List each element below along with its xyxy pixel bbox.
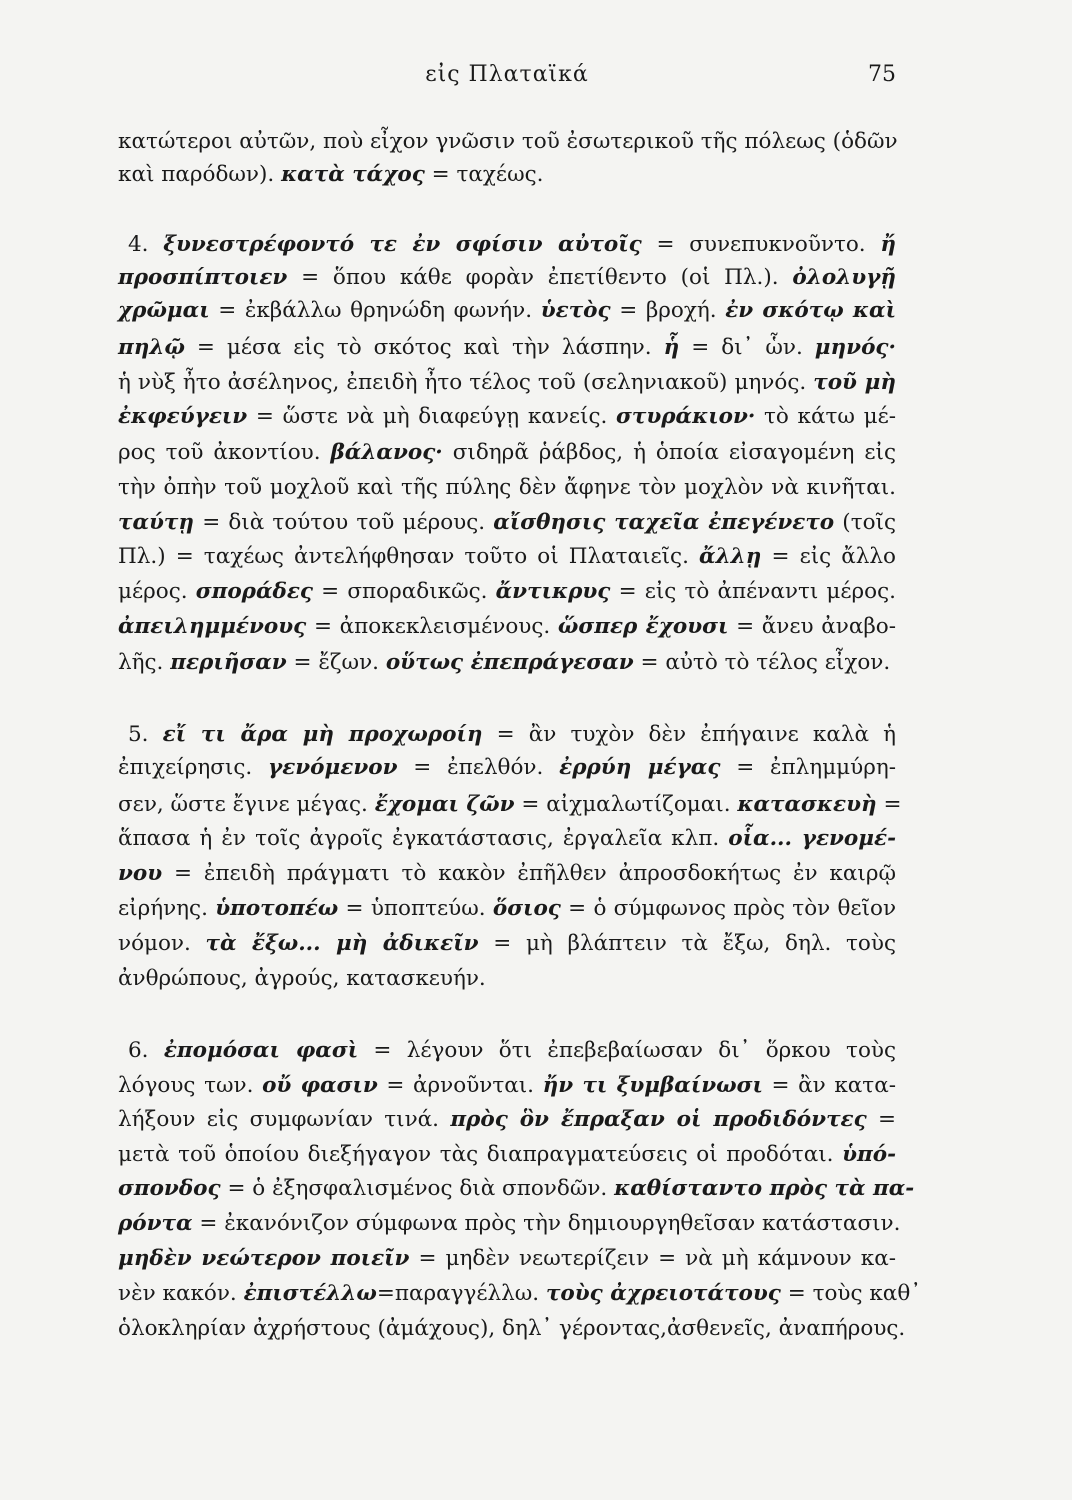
gloss-text: λῆς. — [118, 650, 171, 675]
lemma-term: ὅσιος — [492, 896, 561, 921]
text-line — [118, 127, 896, 157]
text-line — [118, 790, 902, 820]
gloss-text: =παραγγέλλω. — [376, 1281, 546, 1306]
gloss-text: 6. — [128, 1038, 164, 1063]
gloss-text: = ἐκανόνιζον σύμφωνα πρὸς τὴν δημιουργηθεῖσαν κατάστασιν. — [192, 1211, 901, 1236]
lemma-term: ὑπό- — [842, 1142, 896, 1167]
lemma-term: ἐκφεύγειν — [118, 404, 248, 429]
lemma-term: τοὺς ἀχρειοτάτους — [545, 1281, 781, 1306]
gloss-text: ὁλοκληρίαν ἀχρήστους (ἀμάχους), δηλ᾽ γέροντας,ἀσθενεῖς, ἀναπήρους. — [118, 1316, 906, 1341]
gloss-text: = λέγουν ὅτι ἐπεβεβαίωσαν δι᾽ ὅρκου τοὺς — [358, 1038, 897, 1063]
gloss-text: = ἐπλημμύρη- — [720, 755, 896, 780]
gloss-text: = ἀρνοῦνται. — [377, 1073, 543, 1098]
gloss-text: τὴν ὀπὴν τοῦ μοχλοῦ καὶ τῆς πύλης δὲν ἄφηνε τὸν μοχλὸν νὰ κινῆται. — [118, 475, 896, 500]
lemma-term: ὥσπερ ἔχουσι — [557, 614, 729, 639]
gloss-text: = αὐτὸ τὸ τέλος εἶχον. — [633, 650, 891, 675]
lemma-term: ταύτῃ — [118, 510, 195, 535]
gloss-text: = ταχέως. — [424, 162, 544, 187]
gloss-text: 5. — [128, 722, 163, 747]
gloss-text: = ἄνευ ἀναβο- — [728, 614, 897, 639]
gloss-text: ἅπασα ἡ ἐν τοῖς ἀγροῖς ἐγκατάστασις, ἐργαλεῖα κλπ. — [118, 826, 729, 851]
lemma-term: οἷα... γενομέ- — [728, 826, 896, 851]
lemma-term: περιῆσαν — [170, 650, 287, 675]
lemma-term: ἔχομαι ζῶν — [374, 792, 515, 817]
paragraph-4-line — [128, 230, 896, 260]
lemma-term: μηδὲν νεώτερον ποιεῖν — [118, 1246, 410, 1271]
lemma-term: ἄλλῃ — [699, 544, 762, 569]
lemma-term: εἴ τι ἄρα μὴ προχωροίη — [162, 722, 483, 747]
text-line — [118, 402, 896, 432]
lemma-term: ἐρρύη μέγας — [559, 755, 721, 780]
text-line — [118, 1105, 896, 1135]
lemma-term: ὑετὸς — [540, 298, 611, 323]
gloss-text: = ὁ σύμφωνος πρὸς τὸν θεῖον — [560, 896, 897, 921]
paragraph-5-line — [128, 720, 896, 750]
gloss-text: μέρος. — [118, 579, 196, 604]
lemma-term: κατὰ τάχος — [281, 162, 425, 187]
text-line — [118, 1071, 896, 1101]
gloss-text: = μὴ βλάπτειν τὰ ἔξω, δηλ. τοὺς — [478, 931, 896, 956]
text-line — [118, 333, 896, 363]
gloss-text: ἡ νὺξ ἦτο ἀσέληνος, ἐπειδὴ ἦτο τέλος τοῦ (σεληνιακοῦ) μηνός. — [118, 370, 814, 395]
text-line — [118, 577, 896, 607]
text-line — [118, 1209, 901, 1239]
text-line — [118, 263, 896, 293]
page-number: 75 — [868, 62, 896, 87]
text-line — [118, 473, 896, 503]
gloss-text: = διὰ τούτου τοῦ μέρους. — [194, 510, 494, 535]
lemma-term: καθίσταντο πρὸς τὰ πα- — [614, 1176, 915, 1201]
gloss-text: (τοῖς — [834, 510, 896, 535]
gloss-text: = ὁ ἐξησφαλισμένος διὰ σπονδῶν. — [220, 1176, 615, 1201]
gloss-text: Πλ.) = ταχέως ἀντελήφθησαν τοῦτο οἱ Πλαταιεῖς. — [118, 544, 700, 569]
lemma-term: αἴσθησις ταχεῖα ἐπεγένετο — [493, 510, 835, 535]
gloss-text: = τοὺς καθ᾽ — [780, 1281, 922, 1306]
gloss-text: = ἐκβάλλω θρηνώδη φωνήν. — [209, 298, 541, 323]
gloss-text: λήξουν εἰς συμφωνίαν τινά. — [118, 1107, 451, 1132]
lemma-term: στυράκιον· — [616, 404, 756, 429]
lemma-term: σποράδες — [195, 579, 314, 604]
lemma-term: μηνός· — [814, 335, 896, 360]
gloss-text: κατώτεροι αὐτῶν, ποὺ εἶχον γνῶσιν τοῦ ἐσωτερικοῦ τῆς πόλεως (ὁδῶν — [118, 129, 898, 154]
gloss-text: = βροχή. — [610, 298, 726, 323]
lemma-term: οὔ φασιν — [262, 1073, 378, 1098]
gloss-text: ἐπιχείρησις. — [118, 755, 268, 780]
text-line — [118, 438, 896, 468]
gloss-text: = ὅπου κάθε φορὰν ἐπετίθεντο (οἱ Πλ.). — [287, 265, 793, 290]
lemma-term: τοῦ μὴ — [813, 370, 897, 395]
text-line — [118, 929, 896, 959]
text-line — [118, 612, 896, 642]
gloss-text: ρος τοῦ ἀκοντίου. — [118, 440, 331, 465]
lemma-term: γενόμενον — [268, 755, 398, 780]
gloss-text: = ὑποπτεύω. — [338, 896, 493, 921]
gloss-text: = σποραδικῶς. — [313, 579, 496, 604]
gloss-text: = ἔζων. — [286, 650, 386, 675]
text-line — [118, 1140, 896, 1170]
lemma-term: βάλανος· — [330, 440, 443, 465]
text-line — [118, 508, 896, 538]
lemma-term: ἐπιστέλλω — [243, 1281, 377, 1306]
lemma-term: ἤ — [880, 232, 896, 257]
lemma-term: ἄντικρυς — [495, 579, 611, 604]
gloss-text: νόμον. — [118, 931, 206, 956]
gloss-text: σιδηρᾶ ῥάβδος, ἡ ὁποία εἰσαγομένη εἰς — [442, 440, 896, 465]
lemma-term: τὰ ἔξω... μὴ ἀδικεῖν — [205, 931, 479, 956]
text-line — [118, 1244, 896, 1274]
gloss-text: εἰρήνης. — [118, 896, 216, 921]
lemma-term: ἐν σκότῳ καὶ — [725, 298, 896, 323]
gloss-text: = μηδὲν νεωτερίζειν = νὰ μὴ κάμνουν κα- — [409, 1246, 896, 1271]
lemma-term: νου — [118, 861, 163, 886]
page-header — [118, 62, 896, 92]
lemma-term: οὕτως ἐπεπράγεσαν — [385, 650, 634, 675]
lemma-term: ἧ — [663, 335, 680, 360]
lemma-term: ξυνεστρέφοντό τε ἐν σφίσιν αὐτοῖς — [163, 232, 642, 257]
running-title: εἰς Πλαταϊκά — [425, 62, 589, 87]
lemma-term: ὑποτοπέω — [215, 896, 339, 921]
gloss-text: σεν, ὥστε ἔγινε μέγας. — [118, 792, 375, 817]
text-line — [118, 160, 896, 190]
gloss-text: καὶ παρόδων). — [118, 162, 282, 187]
text-line — [118, 368, 896, 398]
text-line — [118, 964, 896, 994]
gloss-text: = μέσα εἰς τὸ σκότος καὶ τὴν λάσπην. — [184, 335, 664, 360]
gloss-text: νὲν κακόν. — [118, 1281, 244, 1306]
paragraph-6-line — [128, 1036, 896, 1066]
gloss-text: τὸ κάτω μέ- — [755, 404, 896, 429]
gloss-text: = συνεπυκνοῦντο. — [641, 232, 881, 257]
text-line — [118, 1314, 906, 1344]
lemma-term: σπονδος — [118, 1176, 221, 1201]
gloss-text: = εἰς ἄλλο — [761, 544, 896, 569]
gloss-text: = — [876, 792, 902, 817]
gloss-text: = εἰς τὸ ἀπέναντι μέρος. — [610, 579, 896, 604]
gloss-text: = δι᾽ ὧν. — [679, 335, 815, 360]
gloss-text: = ἐπελθόν. — [397, 755, 560, 780]
text-line — [118, 859, 896, 889]
lemma-term: ἀπειλημμένους — [118, 614, 307, 639]
gloss-text: = ἀποκεκλεισμένους. — [306, 614, 558, 639]
text-line — [118, 648, 896, 678]
gloss-text: = ἂν τυχὸν δὲν ἐπήγαινε καλὰ ἡ — [482, 722, 897, 747]
lemma-term: πρὸς ὃν ἔπραξαν οἱ προδιδόντες — [450, 1107, 867, 1132]
gloss-text: = ἐπειδὴ πράγματι τὸ κακὸν ἐπῆλθεν ἀπροσδοκήτως ἐν καιρῷ — [162, 861, 896, 886]
lemma-term: ρόντα — [118, 1211, 193, 1236]
lemma-term: κατασκευὴ — [737, 792, 877, 817]
text-line — [118, 1174, 915, 1204]
gloss-text: = ἂν κατα- — [762, 1073, 896, 1098]
gloss-text: = αἰχμαλωτίζομαι. — [514, 792, 738, 817]
text-line — [118, 824, 896, 854]
gloss-text: μετὰ τοῦ ὁποίου διεξήγαγον τὰς διαπραγματεύσεις οἱ προδόται. — [118, 1142, 843, 1167]
lemma-term: προσπίπτοιεν — [118, 265, 288, 290]
lemma-term: πηλῷ — [118, 335, 185, 360]
lemma-term: χρῶμαι — [118, 298, 210, 323]
gloss-text: 4. — [128, 232, 164, 257]
gloss-text: = ὥστε νὰ μὴ διαφεύγῃ κανείς. — [247, 404, 617, 429]
text-line — [118, 542, 896, 572]
lemma-term: ὀλολυγῇ — [792, 265, 896, 290]
text-line — [118, 296, 896, 326]
lemma-term: ἤν τι ξυμβαίνωσι — [542, 1073, 763, 1098]
lemma-term: ἐπομόσαι φασὶ — [163, 1038, 359, 1063]
gloss-text: λόγους των. — [118, 1073, 263, 1098]
text-line — [118, 894, 896, 924]
gloss-text: = — [866, 1107, 896, 1132]
text-line — [118, 753, 896, 783]
gloss-text: ἀνθρώπους, ἀγρούς, κατασκευήν. — [118, 966, 486, 991]
text-line — [118, 1279, 922, 1309]
